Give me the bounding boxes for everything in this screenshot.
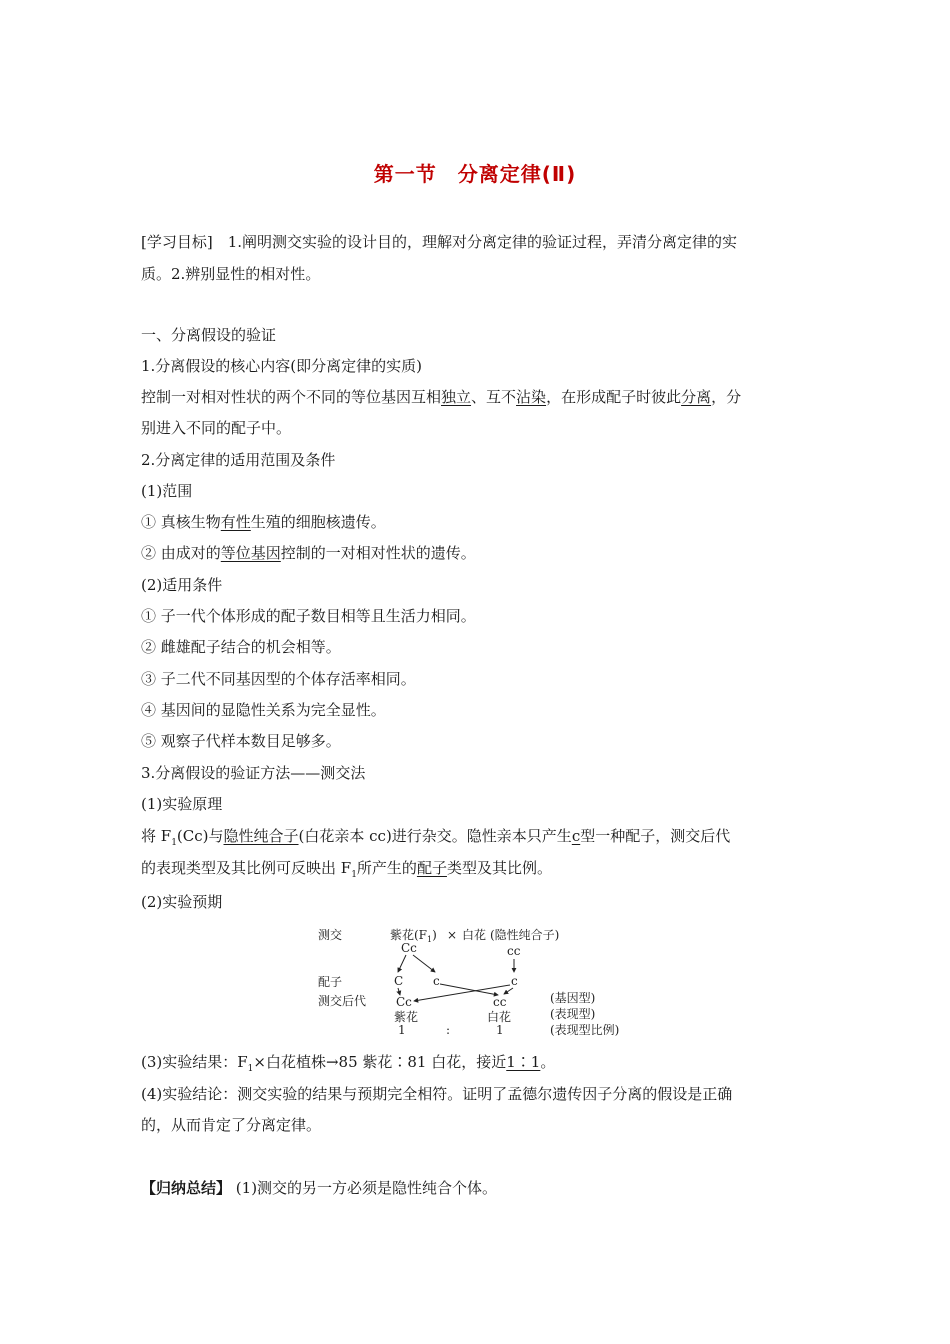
summary-label: 【归纳总结】: [141, 1179, 232, 1197]
cross-symbol: ×: [447, 928, 458, 942]
cross-label: 测交: [318, 928, 343, 942]
gamete-c2: c: [511, 974, 518, 988]
subsection-title-2: 2.分离定律的适用范围及条件: [141, 451, 336, 469]
offspring-genotype-2: cc: [493, 995, 507, 1009]
arrow-to-gamete-c1: [413, 955, 435, 972]
gamete-label: 配子: [318, 975, 343, 989]
answer-blank: 等位基因: [220, 544, 281, 562]
condition-item-3: ③ 子二代不同基因型的个体存活率相同。: [141, 670, 416, 688]
answer-blank: 配子: [416, 859, 447, 877]
ratio-colon: :: [446, 1023, 451, 1037]
parent1-genotype: Cc: [401, 941, 417, 955]
ratio-1: 1: [398, 1023, 406, 1037]
answer-blank: 分离: [681, 388, 712, 406]
page-title: 第一节 分离定律(Ⅱ): [373, 162, 577, 186]
principle-heading: (1)实验原理: [141, 795, 223, 813]
scope-heading: (1)范围: [141, 482, 193, 500]
result-line: (3)实验结果：$F_1\times$白花植株→85 紫花∶81 白花，接近1∶1。: [141, 1053, 556, 1074]
scope-item-2: ② 由成对的等位基因控制的一对相对性状的遗传。: [141, 544, 476, 562]
arrow-c2-to-cc: [504, 988, 513, 994]
conclusion-line-2: 的，从而肯定了分离定律。: [141, 1116, 322, 1134]
paragraph-core-content: 控制一对相对性状的两个不同的等位基因互相独立、互不沾染，在形成配子时彼此分离，分: [141, 388, 742, 406]
gamete-C: C: [394, 974, 404, 988]
principle-line-1: 将 $F_1(Cc)$与隐性纯合子(白花亲本 cc)进行杂交。隐性亲本只产生c型一种配子，测交后代: [141, 827, 731, 848]
parent2-label: 白花: [462, 928, 487, 942]
offspring-label: 测交后代: [318, 994, 367, 1008]
parent2-genotype: cc: [507, 944, 521, 958]
answer-blank: 独立: [441, 388, 472, 406]
arrow-to-gamete-C: [398, 955, 406, 972]
parent1-label: 紫花$(F_1)$: [390, 928, 437, 944]
conclusion-line-1: (4)实验结论：测交实验的结果与预期完全相符。证明了孟德尔遗传因子分离的假设是正确: [141, 1085, 733, 1103]
arrow-C-to-Cc: [398, 988, 400, 995]
ratio-2: 1: [496, 1023, 504, 1037]
phenotype-1: 紫花: [394, 1010, 419, 1024]
subsection-title-1: 1.分离假设的核心内容(即分离定律的实质): [141, 357, 423, 375]
testcross-diagram: [310, 922, 640, 1037]
parent2-note: (隐性纯合子): [490, 928, 560, 942]
paragraph-core-content-2: 别进入不同的配子中。: [141, 419, 292, 437]
answer-blank: 有性: [220, 513, 251, 531]
principle-line-2: 的表现类型及其比例可反映出 $F_1$所产生的配子类型及其比例。: [141, 859, 552, 880]
answer-blank: 沾染: [516, 388, 547, 406]
conditions-heading: (2)适用条件: [141, 576, 223, 594]
objectives-line-1: [学习目标] 1.阐明测交实验的设计目的，理解对分离定律的验证过程，弄清分离定律的实: [141, 233, 738, 251]
objectives-label: [学习目标]: [141, 233, 213, 251]
gamete-c1: c: [433, 974, 440, 988]
answer-blank: c: [571, 827, 581, 845]
phenotype-2: 白花: [487, 1010, 512, 1024]
expectation-heading: (2)实验预期: [141, 893, 223, 911]
arrow-c1-to-cc: [440, 984, 498, 995]
genotype-note: (基因型): [550, 991, 596, 1005]
ratio-note: (表现型比例): [550, 1023, 620, 1037]
condition-item-5: ⑤ 观察子代样本数目足够多。: [141, 732, 341, 750]
subsection-title-3: 3.分离假设的验证方法——测交法: [141, 764, 366, 782]
condition-item-4: ④ 基因间的显隐性关系为完全显性。: [141, 701, 386, 719]
scope-item-1: ① 真核生物有性生殖的细胞核遗传。: [141, 513, 386, 531]
section-heading: 一、分离假设的验证: [141, 326, 277, 344]
objectives-line-2: 质。2.辨别显性的相对性。: [141, 265, 321, 283]
phenotype-note: (表现型): [550, 1007, 596, 1021]
condition-item-2: ② 雌雄配子结合的机会相等。: [141, 638, 341, 656]
condition-item-1: ① 子一代个体形成的配子数目相等且生活力相同。: [141, 607, 476, 625]
offspring-genotype-1: Cc: [396, 995, 412, 1009]
answer-blank: 隐性纯合子: [223, 827, 299, 845]
answer-blank: 1∶1: [506, 1053, 541, 1071]
summary-line: 【归纳总结】 (1)测交的另一方必须是隐性纯合个体。: [141, 1179, 498, 1197]
